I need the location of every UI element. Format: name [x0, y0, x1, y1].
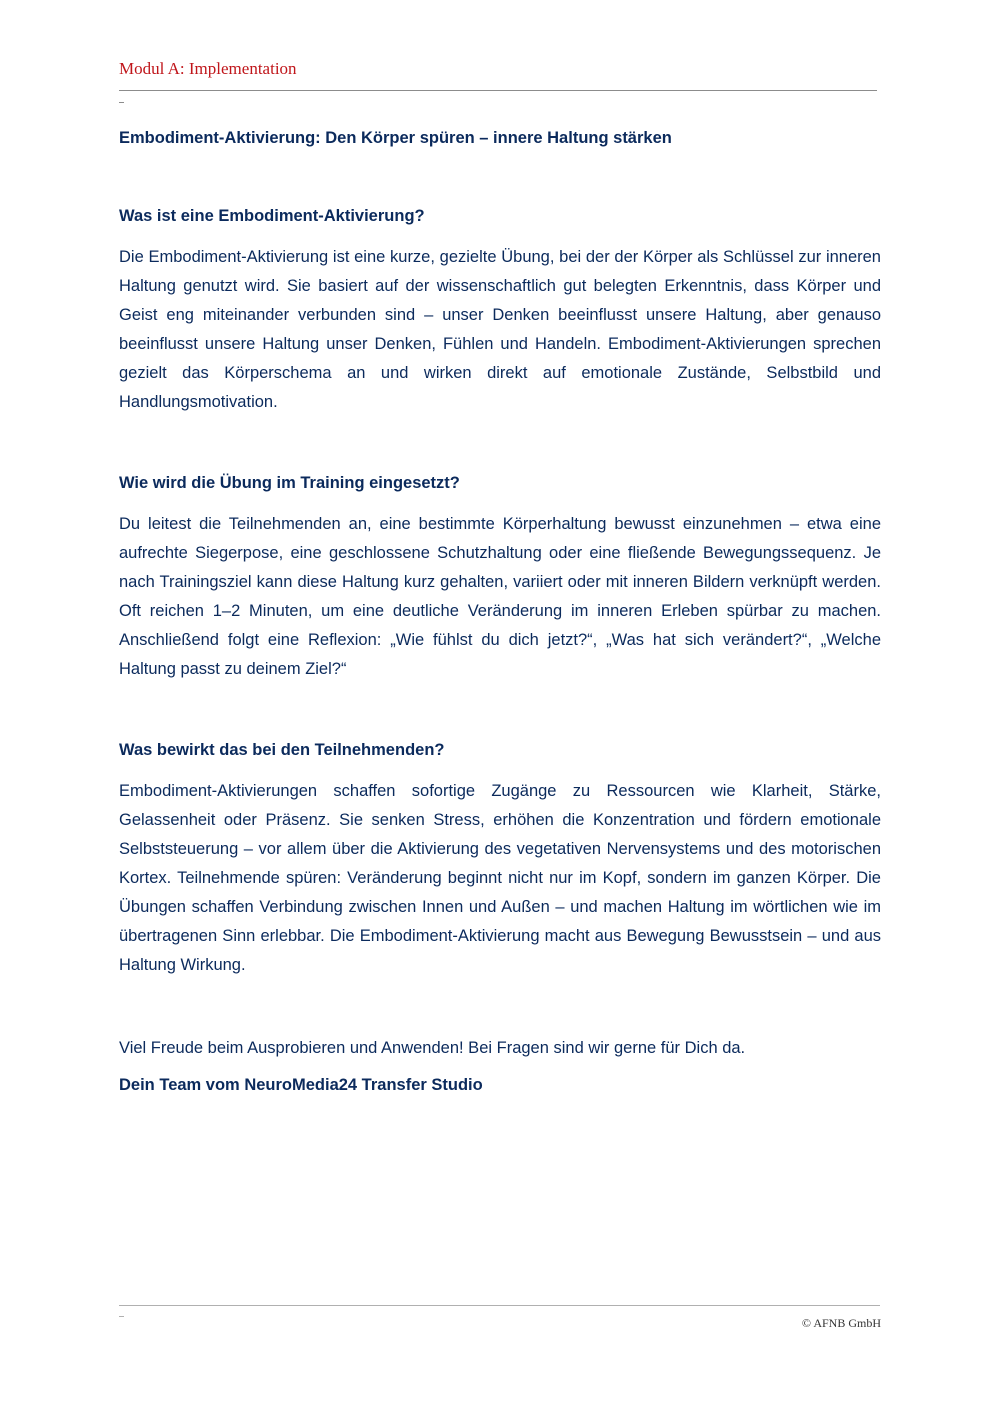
- section-heading: Was ist eine Embodiment-Aktivierung?: [119, 207, 425, 225]
- section-heading: Wie wird die Übung im Training eingesetzt?: [119, 474, 460, 492]
- section-paragraph: Du leitest die Teilnehmenden an, eine bestimmte Körperhaltung bewusst einzunehmen – etwa eine aufrechte Siegerpose, eine geschlossene Schutzhaltung oder eine fließende Bewegungssequenz. Je nach Trainingsziel kann diese Haltung kurz gehalten, variiert oder mit inneren Bildern verknüpft werden. Oft reichen 1–2 Minuten, um eine deutliche Veränderung im inneren Erleben spürbar zu machen. Anschließend folgt eine Reflexion: „Wie fühlst du dich jetzt?“, „Was hat sich verändert?“, „Welche Haltung passt zu deinem Ziel?“: [119, 515, 881, 678]
- footer-copyright: © AFNB GmbH: [801, 1316, 881, 1330]
- header-divider: [119, 90, 877, 91]
- section-paragraph: Embodiment-Aktivierungen schaffen sofortige Zugänge zu Ressourcen wie Klarheit, Stärke, Gelassenheit oder Präsenz. Sie senken Stress, erhöhen die Konzentration und fördern emotionale Selbststeuerung – vor allem über die Aktivierung des vegetativen Nervensystems und des motorischen Kortex. Teilnehmende spüren: Veränderung beginnt nicht nur im Kopf, sondern im ganzen Körper. Die Übungen schaffen Verbindung zwischen Innen und Außen – und machen Haltung im wörtlichen wie im übertragenen Sinn erlebbar. Die Embodiment-Aktivierung macht aus Bewegung Bewusstsein – und aus Haltung Wirkung.: [119, 782, 881, 974]
- section-paragraph: Die Embodiment-Aktivierung ist eine kurze, gezielte Übung, bei der der Körper als Schlüssel zur inneren Haltung genutzt wird. Sie basiert auf der wissenschaftlich gut belegten Erkenntnis, dass Körper und Geist eng miteinander verbunden sind – unser Denken beeinflusst unsere Haltung, aber genauso beeinflusst unsere Haltung unser Denken, Fühlen und Handeln. Embodiment-Aktivierungen sprechen gezielt das Körperschema an und wirken direkt auf emotionale Zustände, Selbstbild und Handlungsmotivation.: [119, 248, 881, 411]
- header-title: Modul A: Implementation: [119, 59, 297, 78]
- section-how-used: [119, 471, 881, 684]
- section-heading: Was bewirkt das bei den Teilnehmenden?: [119, 741, 445, 759]
- document-body: [119, 126, 881, 1097]
- section-what-is: [119, 204, 881, 417]
- header-divider-mark: [119, 102, 124, 103]
- closing-text: Viel Freude beim Ausprobieren und Anwenden! Bei Fragen sind wir gerne für Dich da.: [119, 1039, 746, 1057]
- document-title: Embodiment-Aktivierung: Den Körper spüren – innere Haltung stärken: [119, 129, 672, 147]
- signature: Dein Team vom NeuroMedia24 Transfer Studio: [119, 1076, 483, 1094]
- section-effects: [119, 738, 881, 980]
- footer-divider-mark: [119, 1316, 124, 1317]
- footer-divider: [119, 1305, 880, 1306]
